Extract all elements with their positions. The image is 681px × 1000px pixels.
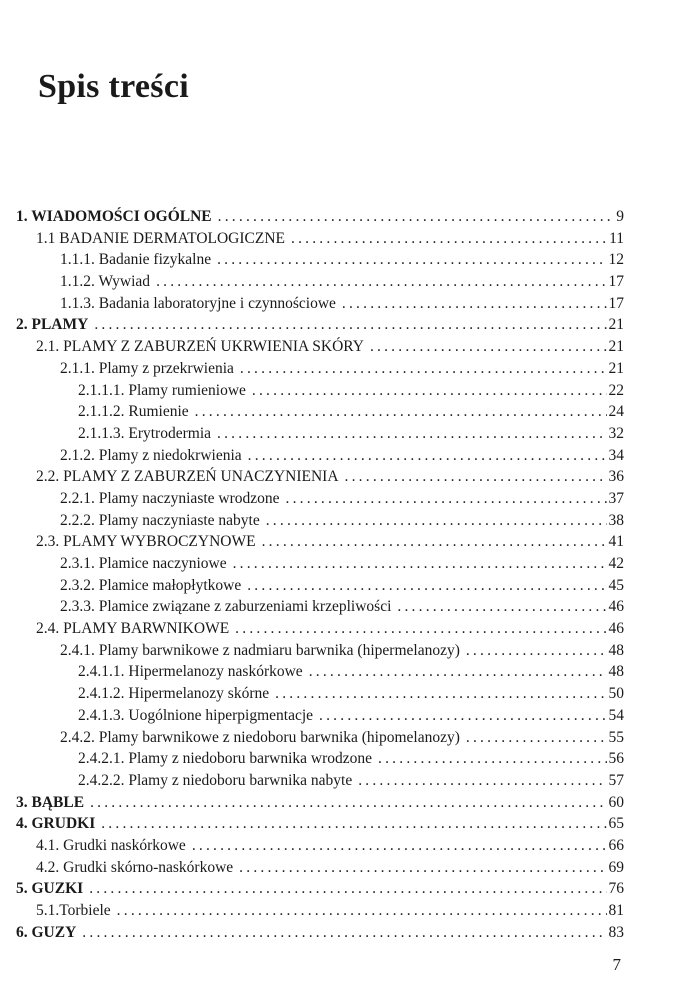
toc-entry-label: 6. GUZY bbox=[16, 923, 77, 941]
toc-entry bbox=[16, 857, 624, 879]
toc-entry-page: 42 bbox=[608, 555, 624, 572]
toc-entry bbox=[16, 878, 624, 900]
toc-entry-label: 1. WIADOMOŚCI OGÓLNE bbox=[16, 208, 212, 225]
toc-entry-page: 48 bbox=[608, 641, 624, 659]
toc-entry bbox=[16, 336, 624, 358]
toc-entry-label: 2.1.1.1. Plamy rumieniowe bbox=[78, 381, 246, 399]
toc-entry-page: 66 bbox=[608, 836, 624, 854]
toc-leader-dots bbox=[275, 683, 606, 705]
toc-entry-label: 2.1.2. Plamy z niedokrwienia bbox=[60, 446, 242, 464]
toc-entry-label: 4. GRUDKI bbox=[16, 815, 96, 833]
toc-entry bbox=[16, 922, 624, 944]
toc-entry-page: 41 bbox=[608, 533, 624, 551]
toc-entry-page: 46 bbox=[608, 620, 624, 638]
toc-entry-label: 4.2. Grudki skórno-naskórkowe bbox=[36, 858, 234, 876]
toc-entry-page: 38 bbox=[608, 511, 624, 529]
toc-leader-dots bbox=[397, 596, 606, 618]
toc-entry-page: 37 bbox=[608, 489, 624, 507]
toc-entry-page: 65 bbox=[608, 815, 624, 833]
toc-entry bbox=[16, 640, 624, 662]
table-of-contents bbox=[16, 206, 624, 943]
toc-leader-dots bbox=[248, 445, 607, 467]
toc-entry bbox=[16, 553, 624, 575]
toc-entry bbox=[16, 510, 624, 532]
toc-entry bbox=[16, 466, 624, 488]
toc-entry-label: 1.1.1. Badanie fizykalne bbox=[60, 251, 212, 269]
toc-leader-dots bbox=[252, 380, 607, 402]
toc-leader-dots bbox=[370, 336, 607, 358]
toc-leader-dots bbox=[89, 878, 606, 900]
toc-entry bbox=[16, 228, 624, 250]
toc-entry-label: 2.4.2. Plamy barwnikowe z niedoboru barwnika (hipomelanozy) bbox=[60, 728, 460, 746]
toc-leader-dots bbox=[378, 748, 606, 770]
toc-entry-label: 2.4.1. Plamy barwnikowe z nadmiaru barwnika (hipermelanozy) bbox=[60, 641, 460, 659]
toc-entry-label: 1.1 BADANIE DERMATOLOGICZNE bbox=[36, 229, 285, 247]
toc-entry-page: 46 bbox=[608, 598, 624, 616]
toc-leader-dots bbox=[291, 228, 607, 250]
toc-entry-page: 32 bbox=[608, 424, 624, 442]
toc-entry-label: 2.1.1.2. Rumienie bbox=[78, 403, 189, 421]
toc-leader-dots bbox=[192, 835, 607, 857]
toc-entry-label: 2.1. PLAMY Z ZABURZEŃ UKRWIENIA SKÓRY bbox=[36, 338, 364, 356]
toc-leader-dots bbox=[240, 358, 607, 380]
toc-leader-dots bbox=[262, 531, 607, 553]
toc-entry bbox=[16, 900, 624, 922]
toc-leader-dots bbox=[82, 922, 606, 944]
toc-entry-label: 2.1.1. Plamy z przekrwienia bbox=[60, 359, 234, 377]
toc-entry-page: 17 bbox=[608, 273, 624, 291]
toc-entry-label: 2.2.1. Plamy naczyniaste wrodzone bbox=[60, 489, 280, 507]
toc-entry-label: 2.3.3. Plamice związane z zaburzeniami krzepliwości bbox=[60, 598, 392, 616]
toc-entry-page: 69 bbox=[608, 858, 624, 876]
toc-leader-dots bbox=[117, 900, 607, 922]
toc-entry-label: 2.4.2.2. Plamy z niedoboru barwnika nabyte bbox=[78, 771, 353, 789]
toc-leader-dots bbox=[266, 510, 607, 532]
toc-entry-page: 21 bbox=[608, 338, 624, 356]
toc-entry-label: 2.4. PLAMY BARWNIKOWE bbox=[36, 620, 230, 638]
toc-entry-page: 9 bbox=[616, 208, 624, 225]
toc-entry bbox=[16, 705, 624, 727]
toc-entry-page: 57 bbox=[608, 771, 624, 789]
toc-entry bbox=[16, 271, 624, 293]
toc-entry bbox=[16, 531, 624, 553]
toc-entry bbox=[16, 813, 624, 835]
toc-entry-label: 2.3.1. Plamice naczyniowe bbox=[60, 555, 227, 572]
toc-entry-page: 83 bbox=[608, 923, 624, 941]
toc-leader-dots bbox=[156, 271, 606, 293]
toc-entry-label: 2.3. PLAMY WYBROCZYNOWE bbox=[36, 533, 256, 551]
toc-leader-dots bbox=[466, 640, 607, 662]
toc-leader-dots bbox=[90, 792, 606, 814]
toc-entry-page: 12 bbox=[608, 251, 624, 269]
toc-entry-page: 55 bbox=[608, 728, 624, 746]
toc-entry bbox=[16, 596, 624, 618]
toc-leader-dots bbox=[358, 770, 606, 792]
toc-entry-page: 17 bbox=[608, 294, 624, 312]
toc-leader-dots bbox=[235, 618, 606, 640]
toc-leader-dots bbox=[94, 314, 606, 336]
toc-entry-label: 5.1.Torbiele bbox=[36, 902, 111, 919]
toc-leader-dots bbox=[101, 813, 606, 835]
page-title: Spis treści bbox=[38, 68, 189, 105]
toc-entry-label: 2.2.2. Plamy naczyniaste nabyte bbox=[60, 511, 260, 529]
toc-entry-page: 48 bbox=[608, 663, 624, 681]
toc-leader-dots bbox=[233, 553, 607, 575]
toc-entry-label: 5. GUZKI bbox=[16, 880, 84, 898]
toc-entry-page: 45 bbox=[608, 576, 624, 594]
toc-entry-label: 2.4.1.3. Uogólnione hiperpigmentacje bbox=[78, 706, 314, 724]
toc-entry-label: 2. PLAMY bbox=[16, 316, 89, 334]
toc-entry-page: 54 bbox=[608, 706, 624, 724]
toc-leader-dots bbox=[342, 293, 607, 315]
toc-entry bbox=[16, 748, 624, 770]
toc-entry bbox=[16, 314, 624, 336]
toc-entry-page: 81 bbox=[608, 902, 624, 919]
toc-entry-page: 60 bbox=[608, 793, 624, 811]
toc-leader-dots bbox=[466, 727, 607, 749]
toc-entry-label: 3. BĄBLE bbox=[16, 793, 85, 811]
toc-entry-page: 21 bbox=[608, 316, 624, 334]
toc-leader-dots bbox=[286, 488, 607, 510]
toc-leader-dots bbox=[345, 466, 607, 488]
toc-leader-dots bbox=[319, 705, 606, 727]
toc-entry-page: 21 bbox=[608, 359, 624, 377]
toc-leader-dots bbox=[195, 401, 607, 423]
toc-entry-page: 50 bbox=[608, 685, 624, 703]
toc-entry-page: 36 bbox=[608, 468, 624, 486]
toc-entry bbox=[16, 358, 624, 380]
toc-entry bbox=[16, 445, 624, 467]
toc-entry-label: 2.4.2.1. Plamy z niedoboru barwnika wrodzone bbox=[78, 750, 373, 768]
toc-leader-dots bbox=[218, 206, 615, 228]
toc-entry-page: 22 bbox=[608, 381, 624, 399]
toc-leader-dots bbox=[309, 661, 607, 683]
toc-leader-dots bbox=[247, 575, 606, 597]
toc-entry-page: 11 bbox=[609, 229, 624, 247]
toc-leader-dots bbox=[217, 249, 606, 271]
toc-entry bbox=[16, 206, 624, 228]
toc-entry bbox=[16, 293, 624, 315]
toc-entry bbox=[16, 770, 624, 792]
toc-entry-label: 2.4.1.1. Hipermelanozy naskórkowe bbox=[78, 663, 303, 681]
toc-entry bbox=[16, 380, 624, 402]
page-number: 7 bbox=[612, 955, 621, 974]
toc-entry bbox=[16, 792, 624, 814]
toc-entry-label: 1.1.3. Badania laboratoryjne i czynnościowe bbox=[60, 294, 336, 312]
toc-entry-label: 2.2. PLAMY Z ZABURZEŃ UNACZYNIENIA bbox=[36, 468, 339, 486]
toc-entry-label: 2.1.1.3. Erytrodermia bbox=[78, 424, 212, 442]
toc-entry bbox=[16, 683, 624, 705]
toc-entry bbox=[16, 249, 624, 271]
toc-entry bbox=[16, 488, 624, 510]
toc-entry bbox=[16, 661, 624, 683]
toc-entry-page: 56 bbox=[608, 750, 624, 768]
toc-entry bbox=[16, 835, 624, 857]
toc-entry bbox=[16, 401, 624, 423]
toc-entry bbox=[16, 575, 624, 597]
toc-entry-page: 24 bbox=[608, 403, 624, 421]
toc-entry-label: 1.1.2. Wywiad bbox=[60, 273, 151, 291]
toc-entry-page: 34 bbox=[608, 446, 624, 464]
toc-entry-label: 2.4.1.2. Hipermelanozy skórne bbox=[78, 685, 270, 703]
toc-leader-dots bbox=[217, 423, 606, 445]
toc-entry bbox=[16, 618, 624, 640]
toc-entry bbox=[16, 727, 624, 749]
toc-entry-page: 76 bbox=[608, 880, 624, 898]
toc-entry-label: 2.3.2. Plamice małopłytkowe bbox=[60, 576, 242, 594]
toc-entry bbox=[16, 423, 624, 445]
toc-entry-label: 4.1. Grudki naskórkowe bbox=[36, 836, 186, 854]
toc-leader-dots bbox=[239, 857, 606, 879]
